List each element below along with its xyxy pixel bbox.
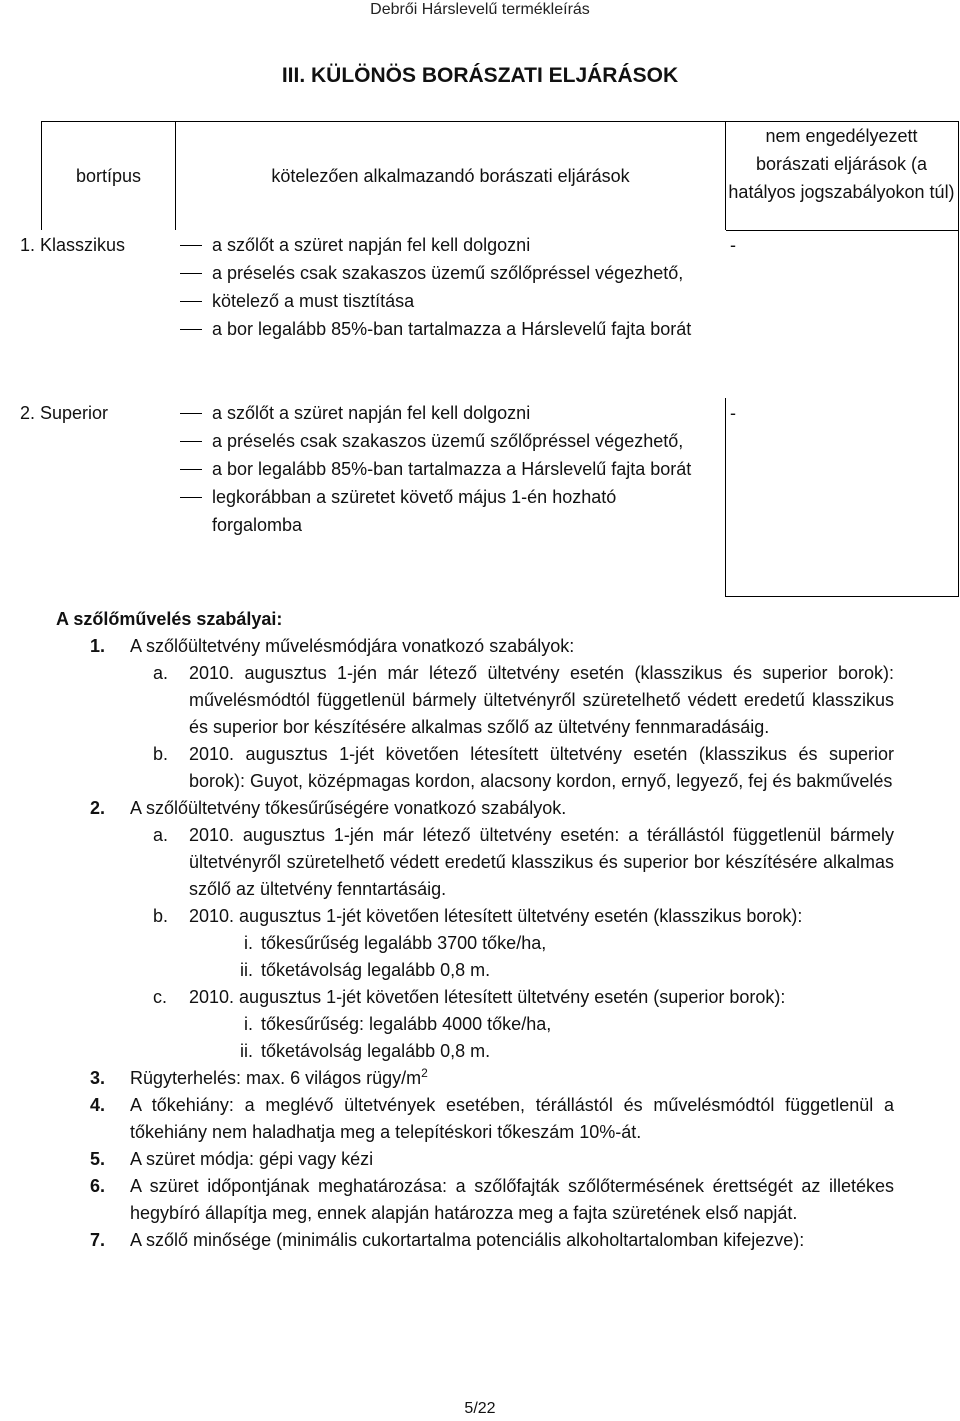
superscript: 2 <box>421 1066 428 1080</box>
rule-number: 4. <box>90 1095 106 1115</box>
rule-2 <box>56 795 894 822</box>
sub-label: ii. <box>240 960 253 980</box>
rule-text: A szőlőültetvény tőkesűrűségére vonatkozó szabályok. <box>130 798 567 818</box>
rule-1-b <box>153 741 894 795</box>
superior-prohibited-value: - <box>730 403 736 423</box>
rule-number: 3. <box>90 1068 106 1088</box>
list-item: a szőlőt a szüret napján fel kell dolgozni <box>175 399 710 427</box>
sub-text: 2010. augusztus 1-jén már létező ültetvény esetén (klasszikus és superior borok): művelésmódtól függetlenül bármely ültetvényről szüretelhető védett eredetű klasszikus és superior bor készítésére alkalmas szőlő az ültetvény fennmaradásáig. <box>189 663 894 737</box>
table-border-right <box>958 121 959 399</box>
classic-prohibited-value: - <box>730 235 736 255</box>
classic-procedure-list <box>175 231 710 343</box>
col-header-prohibited-procedures: nem engedélyezett borászati eljárások (a hatályos jogszabályokon túl) <box>728 126 955 202</box>
sub-text: 2010. augusztus 1-jét követően létesített ültetvény esetén (klasszikus borok): <box>189 906 803 926</box>
sub-label: b. <box>153 744 169 764</box>
rule-2-a <box>153 822 894 903</box>
running-header: Debrői Hárslevelű termékleírás <box>370 1 590 18</box>
table-col-divider-lower <box>725 398 726 597</box>
sub-text: 2010. augusztus 1-jét követően létesített ültetvény esetén (klasszikus és superior borok): Guyot, középmagas kordon, alacsony kordon, ernyő, legyező, fej és bakművelés <box>189 744 894 791</box>
sub-label: a. <box>153 825 169 845</box>
rule-text: A szőlőültetvény művelésmódjára vonatkozó szabályok: <box>130 636 575 656</box>
sub-label: c. <box>153 987 168 1007</box>
sub-text: 2010. augusztus 1-jén már létező ültetvény esetén: a térállástól függetlenül bármely ültetvényről szüretelhető védett eredetű klasszikus és superior bor készítésére alkalmas szőlő az ültetvény fenntartásáig. <box>189 825 894 899</box>
rule-number: 1. <box>90 636 106 656</box>
sub-text: tőketávolság legalább 0,8 m. <box>261 960 491 980</box>
sub-text: tőketávolság legalább 0,8 m. <box>261 1041 491 1061</box>
rule-2-b-ii <box>222 957 894 984</box>
list-item: a préselés csak szakaszos üzemű szőlőpréssel végezhető, <box>175 427 710 455</box>
sub-label: i. <box>244 933 253 953</box>
rule-6 <box>56 1173 894 1227</box>
wine-type-classic: 1. Klasszikus <box>20 235 126 255</box>
rule-1 <box>56 633 894 660</box>
rule-number: 6. <box>90 1176 106 1196</box>
rule-text <box>130 1065 894 1092</box>
sub-label: a. <box>153 663 169 683</box>
table-col-divider-2 <box>725 121 726 230</box>
viticulture-rules <box>56 606 894 1254</box>
superior-procedure-list <box>175 399 710 539</box>
list-item: a szőlőt a szüret napján fel kell dolgozni <box>175 231 710 259</box>
rule-number: 5. <box>90 1149 106 1169</box>
rule-5 <box>56 1146 894 1173</box>
rule-text: A szüret módja: gépi vagy kézi <box>130 1149 374 1169</box>
page-number: 5/22 <box>464 1400 496 1417</box>
rule-number: 7. <box>90 1230 106 1250</box>
sub-label: b. <box>153 906 169 926</box>
sub-text: tőkesűrűség: legalább 4000 tőke/ha, <box>261 1014 552 1034</box>
list-item: a bor legalább 85%-ban tartalmazza a Hárslevelű fajta borát <box>175 315 710 343</box>
rule-2-c-ii <box>222 1038 894 1065</box>
wine-type-superior: 2. Superior <box>20 403 109 423</box>
list-item: a bor legalább 85%-ban tartalmazza a Hárslevelű fajta borát <box>175 455 710 483</box>
rule-text: A tőkehiány: a meglévő ültetvények esetében, térállástól és művelésmódtól függetlenül a tőkehiány nem haladhatja meg a telepítéskori tőkeszám 10%-át. <box>130 1095 894 1142</box>
rule-3-text: Rügyterhelés: max. 6 világos rügy/m <box>130 1068 422 1088</box>
rule-text: A szőlő minősége (minimális cukortartalma potenciális alkoholtartalomban kifejezve): <box>130 1230 805 1250</box>
rule-2-b <box>153 903 894 930</box>
rules-heading: A szőlőművelés szabályai: <box>56 609 283 629</box>
rule-4 <box>56 1092 894 1146</box>
rule-2-c-i <box>222 1011 894 1038</box>
sub-label: ii. <box>240 1041 253 1061</box>
sub-text: 2010. augusztus 1-jét követően létesített ültetvény esetén (superior borok): <box>189 987 786 1007</box>
rule-2-c <box>153 984 894 1011</box>
table-border-bottom <box>725 596 959 597</box>
rule-1-a <box>153 660 894 741</box>
rule-3 <box>56 1065 894 1092</box>
rule-7 <box>56 1227 894 1254</box>
col-header-mandatory-procedures: kötelezően alkalmazandó borászati eljárások <box>271 166 630 186</box>
section-title: III. KÜLÖNÖS BORÁSZATI ELJÁRÁSOK <box>281 64 679 87</box>
sub-label: i. <box>244 1014 253 1034</box>
rule-text: A szüret időpontjának meghatározása: a szőlőfajták szőlőtermésének érettségét az illetékes hegybíró állapítja meg, ennek alapján határozza meg a fajta szüretének első napját. <box>130 1176 894 1223</box>
rule-number: 2. <box>90 798 106 818</box>
list-item: a préselés csak szakaszos üzemű szőlőpréssel végezhető, <box>175 259 710 287</box>
list-item: kötelező a must tisztítása <box>175 287 710 315</box>
rule-2-b-i <box>222 930 894 957</box>
table-border-right-lower <box>958 398 959 597</box>
list-item: legkorábban a szüretet követő május 1-én hozható forgalomba <box>175 483 710 539</box>
sub-text: tőkesűrűség legalább 3700 tőke/ha, <box>261 933 547 953</box>
table-row-divider <box>726 230 959 231</box>
col-header-wine-type: bortípus <box>75 166 142 186</box>
